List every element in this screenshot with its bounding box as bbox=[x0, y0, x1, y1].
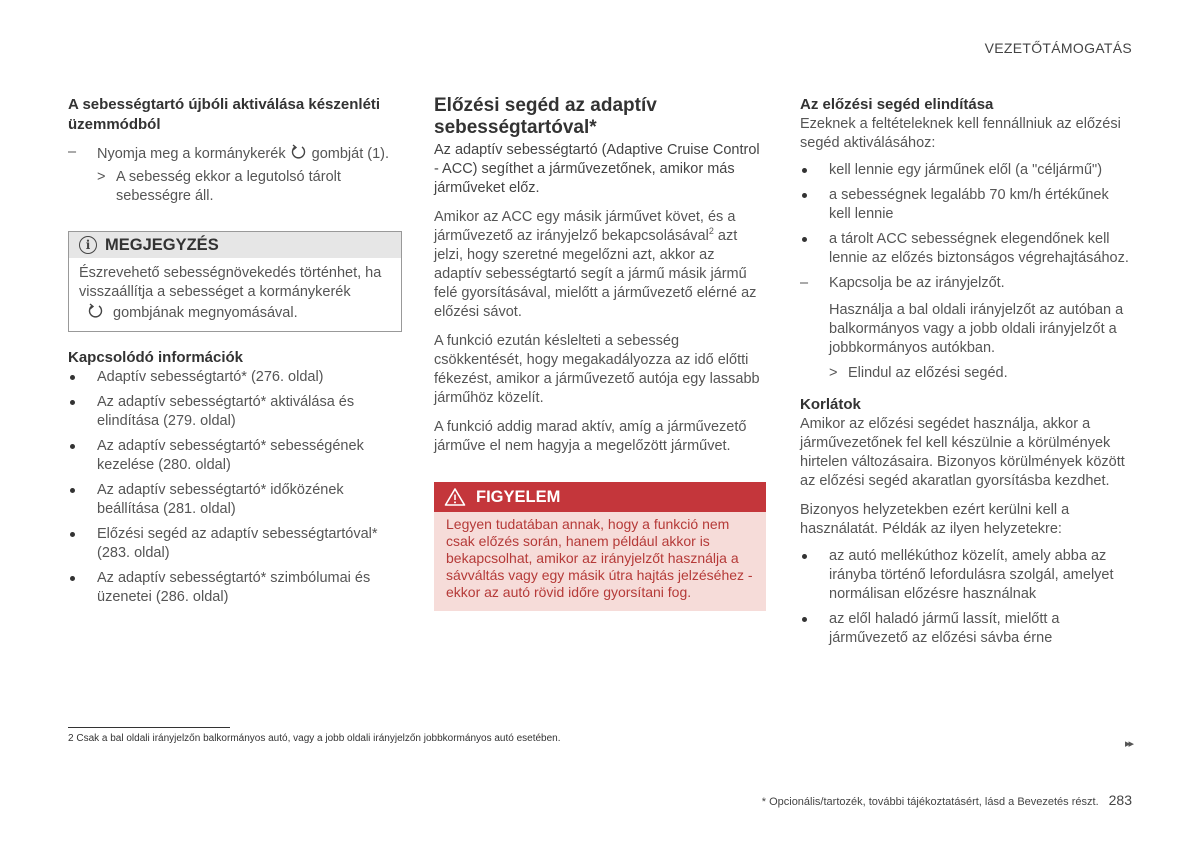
limitations-paragraph-1: Amikor az előzési segédet használja, akkor a járművezetőnek fel kell készülnie a körülmények hirtelen változásaira. Bizonyos körülmények között az előzési segéd akaratlan gyorsításba kezdhet. bbox=[800, 416, 1125, 489]
heading-start-assist: Az előzési segéd elindítása bbox=[800, 96, 994, 113]
list-item: az autó mellékúthoz közelít, amely abba az irányba történő lefordulásra szolgál, amelyet normálisan előzésre használnak bbox=[800, 547, 1132, 604]
conditions-intro: Ezeknek a feltételeknek kell fennállniuk az előzési segéd aktiválásához: bbox=[800, 116, 1121, 151]
limitations-paragraph-2: Bizonyos helyzetekben ezért kerülni kell a használatát. Példák az ilyen helyzetekre: bbox=[800, 502, 1070, 537]
note-body bbox=[69, 258, 401, 331]
step-indicator bbox=[800, 274, 1132, 293]
resume-button-icon bbox=[87, 302, 105, 320]
list-item: a sebességnek legalább 70 km/h értékűnek kell lennie bbox=[800, 186, 1132, 224]
footnote: 2 Csak a bal oldali irányjelzőn balkormányos autó, vagy a jobb oldali irányjelzőn jobbkormányos autó esetében. bbox=[68, 733, 561, 744]
step-result bbox=[800, 364, 1132, 383]
section-title: VEZETŐTÁMOGATÁS bbox=[984, 40, 1132, 56]
warning-body: Legyen tudatában annak, hogy a funkció nem csak előzés során, hanem például akkor is bekapcsolhat, amikor az irányjelzőt használja a sávváltás vagy egy másik útra hajtás jelzéséhez - ekkor az autó rövid időre gyorsítani fog. bbox=[434, 512, 766, 611]
paragraph-3: A funkció addig marad aktív, amíg a járművezető járműve el nem hagyja a megelőzött járművet. bbox=[434, 419, 747, 454]
footnote-divider bbox=[68, 727, 230, 728]
paragraph-2: A funkció ezután késlelteti a sebesség csökkentését, hogy megakadályozza az idő előtti fékezést, amikor a járművezető autója egy lassabb járműhöz közelít. bbox=[434, 333, 760, 406]
note-box bbox=[68, 231, 402, 332]
heading-limitations: Korlátok bbox=[800, 396, 861, 413]
list-item: a tárolt ACC sebességnek elegendőnek kell lennie az előzés biztonságos végrehajtásához. bbox=[800, 230, 1132, 268]
examples-list bbox=[800, 547, 1132, 648]
info-icon: i bbox=[79, 236, 97, 254]
step-text-before: Nyomja meg a kormánykerék bbox=[97, 146, 286, 162]
heading-related: Kapcsolódó információk bbox=[68, 349, 244, 366]
resume-button-icon bbox=[290, 143, 308, 161]
column-middle bbox=[434, 95, 766, 611]
warning-box bbox=[434, 482, 766, 611]
footnote-ref: 2 bbox=[708, 226, 714, 237]
step-marker: – bbox=[800, 275, 809, 291]
heading-reactivate: A sebességtartó újbóli aktiválása készenléti üzemmódból bbox=[68, 96, 381, 133]
intro-text: Az adaptív sebességtartó (Adaptive Cruise Control - ACC) segíthet a járművezetőnek, amikor más járműveket előz. bbox=[434, 142, 760, 196]
step-detail: Használja a bal oldali irányjelzőt az autóban a balkormányos vagy a jobb oldali irányjelzőt a jobbkormányos autókban. bbox=[829, 302, 1124, 356]
column-left bbox=[68, 95, 402, 613]
related-link[interactable]: Az adaptív sebességtartó* sebességének kezelése (280. oldal) bbox=[68, 437, 402, 475]
footer-note: * Opcionális/tartozék, további tájékoztatásért, lásd a Bevezetés részt. bbox=[761, 796, 1099, 808]
warning-triangle-icon bbox=[444, 487, 466, 507]
result-marker: > bbox=[97, 169, 106, 185]
warning-header bbox=[434, 482, 766, 512]
conditions-list bbox=[800, 161, 1132, 268]
step-text-after: gombját (1). bbox=[311, 146, 390, 162]
page-footer bbox=[762, 792, 1132, 808]
column-right bbox=[800, 95, 1132, 654]
next-page-icon[interactable]: ▸▸ bbox=[1124, 738, 1132, 750]
step-marker: – bbox=[68, 144, 77, 160]
page-number: 283 bbox=[1108, 792, 1132, 808]
result-text: Elindul az előzési segéd. bbox=[848, 365, 1008, 381]
paragraph-1: Amikor az ACC egy másik járművet követ, és a járművezető az irányjelző bekapcsolásával$^2$ azt jelzi, hogy szeretné megelőzni azt, akkor az adaptív sebességtartó segít a jármű másik jármű felé gyorsításával, mielőtt a járművezető elérné az előzési sávot. bbox=[434, 209, 757, 320]
step-text: Kapcsolja be az irányjelzőt. bbox=[829, 275, 1005, 291]
related-link[interactable]: Adaptív sebességtartó* (276. oldal) bbox=[68, 368, 402, 387]
related-link[interactable]: Az adaptív sebességtartó* aktiválása és elindítása (279. oldal) bbox=[68, 393, 402, 431]
list-item: kell lennie egy járműnek elől (a "céljármű") bbox=[800, 161, 1132, 180]
note-title: MEGJEGYZÉS bbox=[105, 235, 219, 254]
related-link[interactable]: Az adaptív sebességtartó* időközének beállítása (281. oldal) bbox=[68, 481, 402, 519]
result-marker: > bbox=[829, 365, 838, 381]
result-text: A sebesség ekkor a legutolsó tárolt sebességre áll. bbox=[116, 169, 341, 204]
related-link[interactable]: Az adaptív sebességtartó* szimbólumai és üzenetei (286. oldal) bbox=[68, 569, 402, 607]
note-text-before: Észrevehető sebességnövekedés történhet, ha visszaállítja a sebességet a kormánykerék bbox=[79, 265, 382, 300]
related-list bbox=[68, 368, 402, 607]
step-result bbox=[68, 168, 402, 206]
step-press-button bbox=[68, 143, 402, 164]
warning-title: FIGYELEM bbox=[476, 487, 561, 506]
note-text-after: gombjának megnyomásával. bbox=[113, 305, 298, 321]
list-item: az elől haladó jármű lassít, mielőtt a járművezető az előzési sávba érne bbox=[800, 610, 1132, 648]
heading-overtake-assist: Előzési segéd az adaptív sebességtartóval* bbox=[434, 95, 657, 138]
note-header bbox=[69, 232, 401, 258]
related-link[interactable]: Előzési segéd az adaptív sebességtartóval* (283. oldal) bbox=[68, 525, 402, 563]
